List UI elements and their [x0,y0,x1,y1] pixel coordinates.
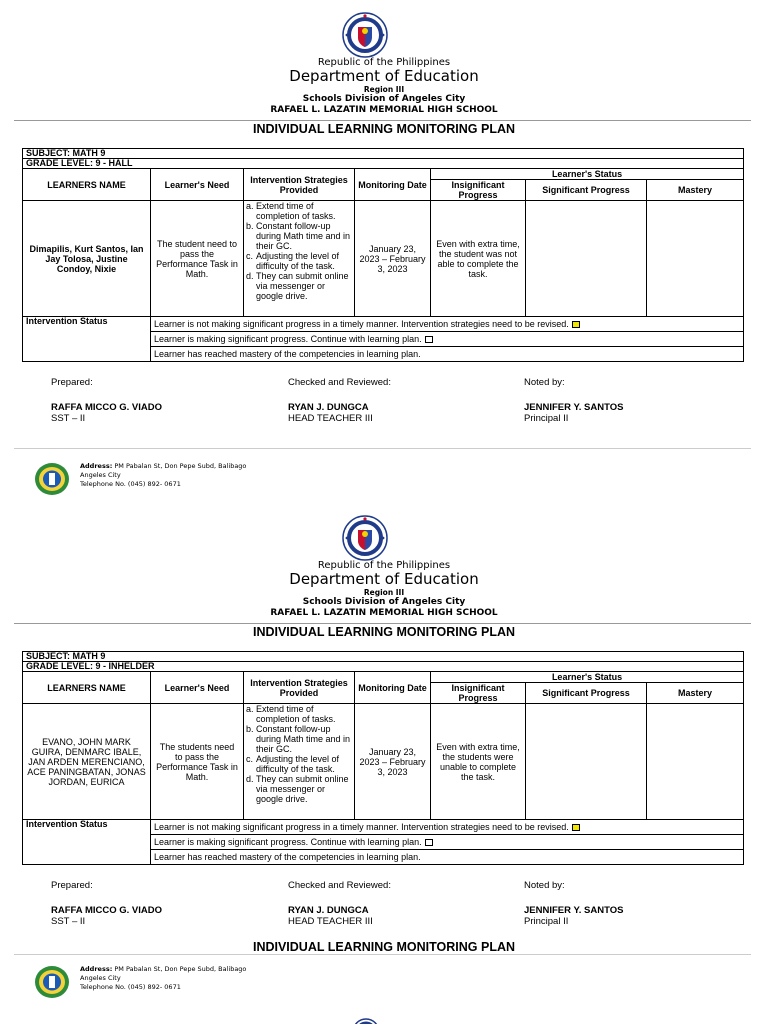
document-page-1 [0,0,768,503]
plan-title: INDIVIDUAL LEARNING MONITORING PLAN [252,625,516,639]
strategy-item: d. They can submit online via messenger or google drive. [246,271,349,301]
republic-heading: Republic of the Philippines [317,560,451,571]
monitoring-date-cell: January 23, 2023 – February 3, 2023 [355,704,431,820]
checkbox-icon[interactable] [425,839,433,846]
prepared-block: Prepared: RAFFA MICCO G. VIADO SST – II [51,880,163,927]
republic-heading: Republic of the Philippines [317,57,451,68]
col-insignificant: Insignificant Progress [431,683,526,704]
region-heading: Region III [363,85,405,94]
school-logo-icon [34,462,70,496]
col-learners-need: Learner's Need [151,169,244,201]
col-monitoring-date: Monitoring Date [355,169,431,201]
col-intervention: Intervention Strategies Provided [244,169,355,201]
strategy-item: b. Constant follow-up during Math time and in their GC. [246,724,351,754]
col-learners-status: Learner's Status [431,169,744,180]
col-mastery: Mastery [647,180,744,201]
significant-cell [526,201,647,317]
strategies-cell [244,704,355,820]
school-heading: RAFAEL L. LAZATIN MEMORIAL HIGH SCHOOL [270,608,498,618]
prepared-block: Prepared: RAFFA MICCO G. VIADO SST – II [51,377,163,424]
header-divider [14,120,751,121]
grade-level-row: GRADE LEVEL: 9 - INHELDER [23,662,744,672]
strategy-item: d. They can submit online via messenger or google drive. [246,774,349,804]
checked-block: Checked and Reviewed: RYAN J. DUNGCA HEAD TEACHER III [288,880,391,927]
status-option-mastery: Learner has reached mastery of the competencies in learning plan. [151,850,744,865]
strategies-cell [244,201,355,317]
school-logo-icon [34,965,70,999]
strategy-item: c. Adjusting the level of difficulty of the task. [246,754,340,774]
checked-block: Checked and Reviewed: RYAN J. DUNGCA HEAD TEACHER III [288,377,391,424]
status-option-revise: Learner is not making significant progress in a timely manner. Intervention strategies need to be revised. [151,317,744,332]
department-heading: Department of Education [289,67,479,85]
status-option-revise: Learner is not making significant progress in a timely manner. Intervention strategies need to be revised. [151,820,744,835]
strategy-item: c. Adjusting the level of difficulty of the task. [246,251,340,271]
deped-seal-icon [342,515,388,561]
col-insignificant: Insignificant Progress [431,180,526,201]
subject-row: SUBJECT: MATH 9 [23,149,744,159]
significant-cell [526,704,647,820]
header-divider [14,623,751,624]
col-learners-name: LEARNERS NAME [23,169,151,201]
checkbox-icon[interactable] [425,336,433,343]
col-mastery: Mastery [647,683,744,704]
strategy-item: b. Constant follow-up during Math time and in their GC. [246,221,351,251]
learners-cell: EVANO, JOHN MARK GUIRA, DENMARC IBALE, JAN ARDEN MERENCIANO, ACE PANINGBATAN, JONAS JORDAN, EURICA [23,704,151,820]
footer-address: Address: PM Pabalan St, Don Pepe Subd, Balibago Angeles City Telephone No. (045) 892- 0671 [80,462,247,488]
mastery-cell [647,201,744,317]
next-page-plan-title: INDIVIDUAL LEARNING MONITORING PLAN [252,940,516,954]
mastery-cell [647,704,744,820]
checkbox-checked-icon[interactable] [572,321,580,328]
col-learners-need: Learner's Need [151,672,244,704]
learners-need-cell: The students need to pass the Performance Task in Math. [151,704,244,820]
intervention-status-label: Intervention Status [23,317,151,362]
strategy-item: a. Extend time of completion of tasks. [246,201,336,221]
deped-seal-icon [352,1018,380,1024]
status-option-continue: Learner is making significant progress. Continue with learning plan. [151,835,744,850]
strategy-item: a. Extend time of completion of tasks. [246,704,336,724]
monitoring-date-cell: January 23, 2023 – February 3, 2023 [355,201,431,317]
noted-block: Noted by: JENNIFER Y. SANTOS Principal II [524,880,624,927]
col-learners-name: LEARNERS NAME [23,672,151,704]
checkbox-checked-icon[interactable] [572,824,580,831]
insignificant-cell: Even with extra time, the students were unable to complete the task. [431,704,526,820]
learners-need-cell: The student need to pass the Performance Task in Math. [151,201,244,317]
col-learners-status: Learner's Status [431,672,744,683]
col-monitoring-date: Monitoring Date [355,672,431,704]
subject-row: SUBJECT: MATH 9 [23,652,744,662]
grade-level-row: GRADE LEVEL: 9 - HALL [23,159,744,169]
division-heading: Schools Division of Angeles City [302,597,466,607]
department-heading: Department of Education [289,570,479,588]
insignificant-cell: Even with extra time, the student was not able to complete the task. [431,201,526,317]
col-significant: Significant Progress [526,180,647,201]
deped-seal-icon [342,12,388,58]
footer-divider [14,448,751,449]
footer-address: Address: PM Pabalan St, Don Pepe Subd, Balibago Angeles City Telephone No. (045) 892- 0671 [80,965,247,991]
footer-divider [14,954,751,955]
status-option-continue: Learner is making significant progress. Continue with learning plan. [151,332,744,347]
document-page-2 [0,503,768,1006]
monitoring-plan-table [22,148,744,362]
learners-cell: Dimapilis, Kurt Santos, Ian Jay Tolosa, Justine Condoy, Nixie [23,201,151,317]
noted-block: Noted by: JENNIFER Y. SANTOS Principal II [524,377,624,424]
col-significant: Significant Progress [526,683,647,704]
division-heading: Schools Division of Angeles City [302,94,466,104]
col-intervention: Intervention Strategies Provided [244,672,355,704]
monitoring-plan-table [22,651,744,865]
region-heading: Region III [363,588,405,597]
school-heading: RAFAEL L. LAZATIN MEMORIAL HIGH SCHOOL [270,105,498,115]
status-option-mastery: Learner has reached mastery of the competencies in learning plan. [151,347,744,362]
plan-title: INDIVIDUAL LEARNING MONITORING PLAN [252,122,516,136]
intervention-status-label: Intervention Status [23,820,151,865]
